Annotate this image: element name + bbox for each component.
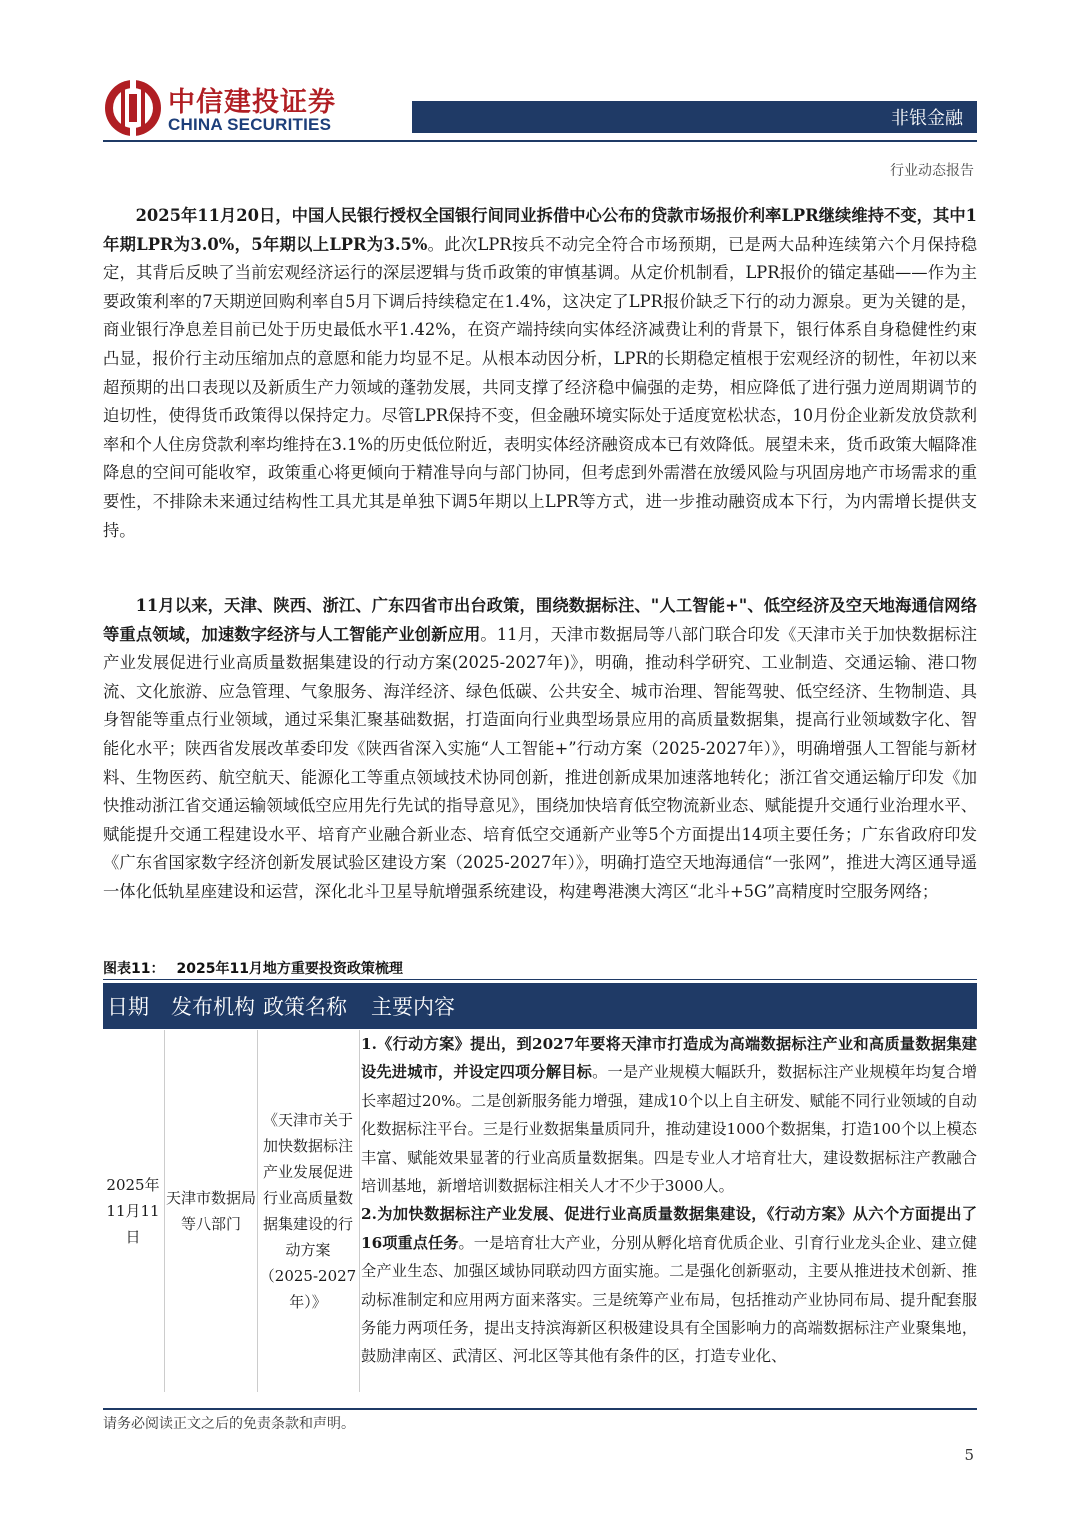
disclaimer-text: 请务必阅读正文之后的免责条款和声明。 <box>103 1416 355 1432</box>
column-divider <box>359 1030 360 1392</box>
citic-logo-icon <box>103 78 163 138</box>
footer-divider <box>103 1408 977 1410</box>
content-item-1: 1.《行动方案》提出，到2027年要将天津市打造成为高端数据标注产业和高质量数据集建设先进城市，并设定四项分解目标。一是产业规模大幅跃升，数据标注产业规模年均复合增长率超过20%。二是创新服务能力增强，建成10个以上自主研发、赋能不同行业领域的自动化数据标注平台。三是行业数据集量质同升，推动建设1000个数据集，打造100个以上模态丰富、赋能效果显著的行业高质量数据集。四是专业人才培育壮大，建设数据标注产教融合培训基地，新增培训数据标注相关人才不少于3000人。 <box>361 1035 977 1196</box>
cell-agency: 天津市数据局等八部门 <box>166 1189 257 1233</box>
column-header-policy: 政策名称 <box>263 995 347 1019</box>
report-type: 行业动态报告 <box>890 163 974 179</box>
column-header-date: 日期 <box>107 995 149 1019</box>
cell-policy: 《天津市关于加快数据标注产业发展促进行业高质量数据集建设的行动方案（2025-2027年）》 <box>259 1111 357 1311</box>
sector-banner <box>412 101 977 133</box>
table-row <box>103 1030 977 1392</box>
logo-english-name: CHINA SECURITIES <box>168 115 332 134</box>
paragraph-lpr <box>103 202 977 545</box>
paragraph-body: 。11月，天津市数据局等八部门联合印发《天津市关于加快数据标注产业发展促进行业高质量数据集建设的行动方案(2025-2027年)》，明确，推动科学研究、工业制造、交通运输、港口物流、文化旅游、应急管理、气象服务、海洋经济、绿色低碳、公共安全、城市治理、智能驾驶、低空经济、生物制造、具身智能等重点行业领域，通过采集汇聚基础数据，打造面向行业典型场景应用的高质量数据集，提高行业领域数字化、智能化水平；陕西省发展改革委印发《陕西省深入实施“人工智能+”行动方案（2025-2027年）》，明确增强人工智能与新材料、生物医药、航空航天、能源化工等重点领域技术协同创新，推进创新成果加速落地转化；浙江省交通运输厅印发《加快推动浙江省交通运输领域低空应用先行先试的指导意见》，围绕加快培育低空物流新业态、赋能提升交通行业治理水平、赋能提升交通工程建设水平、培育产业融合新业态、培育低空交通新产业等5个方面提出14项主要任务；广东省政府印发《广东省国家数字经济创新发展试验区建设方案（2025-2027年）》，明确打造空天地海通信“一张网”，推进大湾区通导遥一体化低轨星座建设和运营，深化北斗卫星导航增强系统建设，构建粤港澳大湾区“北斗+5G”高精度时空服务网络； <box>103 624 977 901</box>
cell-date: 2025年11月11日 <box>106 1176 160 1246</box>
figure-divider <box>103 979 977 980</box>
figure-label: 图表11： <box>103 961 165 977</box>
column-header-agency: 发布机构 <box>171 995 255 1019</box>
paragraph-local-policy <box>103 592 977 907</box>
content-item-2: 2.为加快数据标注产业发展、促进行业高质量数据集建设，《行动方案》从六个方面提出了16项重点任务。一是培育壮大产业，分别从孵化培育优质企业、引育行业龙头企业、建立健全产业生态、加强区域协同联动四方面实施。二是强化创新驱动，主要从推进技术创新、推动标准制定和应用两方面来落实。三是统筹产业布局，包括推动产业协同布局、提升配套服务能力两项任务，提出支持滨海新区积极建设具有全国影响力的高端数据标注产业聚集地，鼓励津南区、武清区、河北区等其他有条件的区，打造专业化、 <box>361 1205 977 1366</box>
cell-content <box>361 1030 977 1392</box>
figure-title: 2025年11月地方重要投资政策梳理 <box>176 961 403 977</box>
paragraph-body: 。此次LPR按兵不动完全符合市场预期，已是两大品种连续第六个月保持稳定，其背后反映了当前宏观经济运行的深层逻辑与货币政策的审慎基调。从定价机制看，LPR报价的锚定基础——作为主要政策利率的7天期逆回购利率自5月下调后持续稳定在1.4%，这决定了LPR报价缺乏下行的动力源泉。更为关键的是，商业银行净息差目前已处于历史最低水平1.42%，在资产端持续向实体经济减费让利的背景下，银行体系自身稳健性约束凸显，报价行主动压缩加点的意愿和能力均显不足。从根本动因分析，LPR的长期稳定植根于宏观经济的韧性，年初以来超预期的出口表现以及新质生产力领域的蓬勃发展，共同支撑了经济稳中偏强的走势，相应降低了进行强力逆周期调节的迫切性，使得货币政策得以保持定力。尽管LPR保持不变，但金融环境实际处于适度宽松状态，10月份企业新发放贷款利率和个人住房贷款利率均维持在3.1%的历史低位附近，表明实体经济融资成本已有效降低。展望未来，货币政策大幅降准降息的空间可能收窄，政策重心将更倾向于精准导向与部门协同，但考虑到外需潜在放缓风险与巩固房地产市场需求的重要性，不排除未来通过结构性工具尤其是单独下调5年期以上LPR等方式，进一步推动融资成本下行，为内需增长提供支持。 <box>103 234 977 540</box>
paragraph-lead-bold: 2025年11月20日，中国人民银行授权全国银行间同业拆借中心公布的贷款市场报价利率LPR继续维持不变，其中1年期LPR为3.0%，5年期以上LPR为3.5% <box>103 206 977 254</box>
paragraph-lead-bold: 11月以来，天津、陕西、浙江、广东四省市出台政策，围绕数据标注、"人工智能+"、低空经济及空天地海通信网络等重点领域，加速数字经济与人工智能产业创新应用 <box>103 596 977 644</box>
table-header-row <box>103 983 977 1029</box>
figure-caption <box>103 958 977 978</box>
page-number: 5 <box>964 1446 974 1464</box>
header-divider <box>103 140 977 142</box>
sector-label: 非银金融 <box>891 108 963 129</box>
logo-chinese-name: 中信建投证券 <box>168 87 336 118</box>
page-header <box>0 0 1080 180</box>
column-header-content: 主要内容 <box>371 995 455 1019</box>
